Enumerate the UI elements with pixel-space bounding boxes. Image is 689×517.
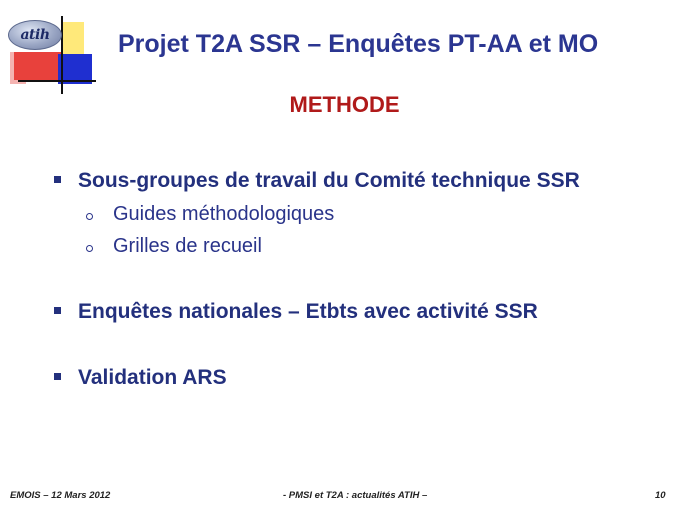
bullet-text: Sous-groupes de travail du Comité technique SSR [78, 169, 580, 192]
logo-text: atih [20, 27, 50, 43]
square-bullet-icon [54, 373, 61, 380]
logo-horizontal-line [18, 80, 96, 82]
bullet-text: Validation ARS [78, 366, 227, 389]
atih-logo [0, 0, 110, 100]
bullet-item [78, 169, 580, 193]
bullet-text: Enquêtes nationales – Etbts avec activité SSR [78, 300, 538, 323]
bullet-item [78, 366, 227, 390]
logo-oval [8, 20, 62, 50]
logo-yellow-block [62, 22, 84, 56]
square-bullet-icon [54, 307, 61, 314]
square-bullet-icon [54, 176, 61, 183]
slide-title: Projet T2A SSR – Enquêtes PT-AA et MO [118, 30, 599, 58]
page-number: 10 [655, 490, 666, 501]
logo-red-block [14, 52, 62, 80]
bullet-item [78, 300, 538, 324]
sub-bullet-text: Grilles de recueil [113, 235, 262, 257]
sub-bullet-item [113, 235, 262, 258]
circle-bullet-icon [86, 245, 93, 252]
footer-topic: - PMSI et T2A : actualités ATIH – [283, 490, 428, 501]
slide-subtitle: METHODE [289, 92, 400, 117]
sub-bullet-item [113, 203, 334, 226]
footer-event: EMOIS – 12 Mars 2012 [10, 490, 111, 501]
sub-bullet-text: Guides méthodologiques [113, 203, 335, 225]
circle-bullet-icon [86, 213, 93, 220]
logo-vertical-line [61, 16, 63, 94]
